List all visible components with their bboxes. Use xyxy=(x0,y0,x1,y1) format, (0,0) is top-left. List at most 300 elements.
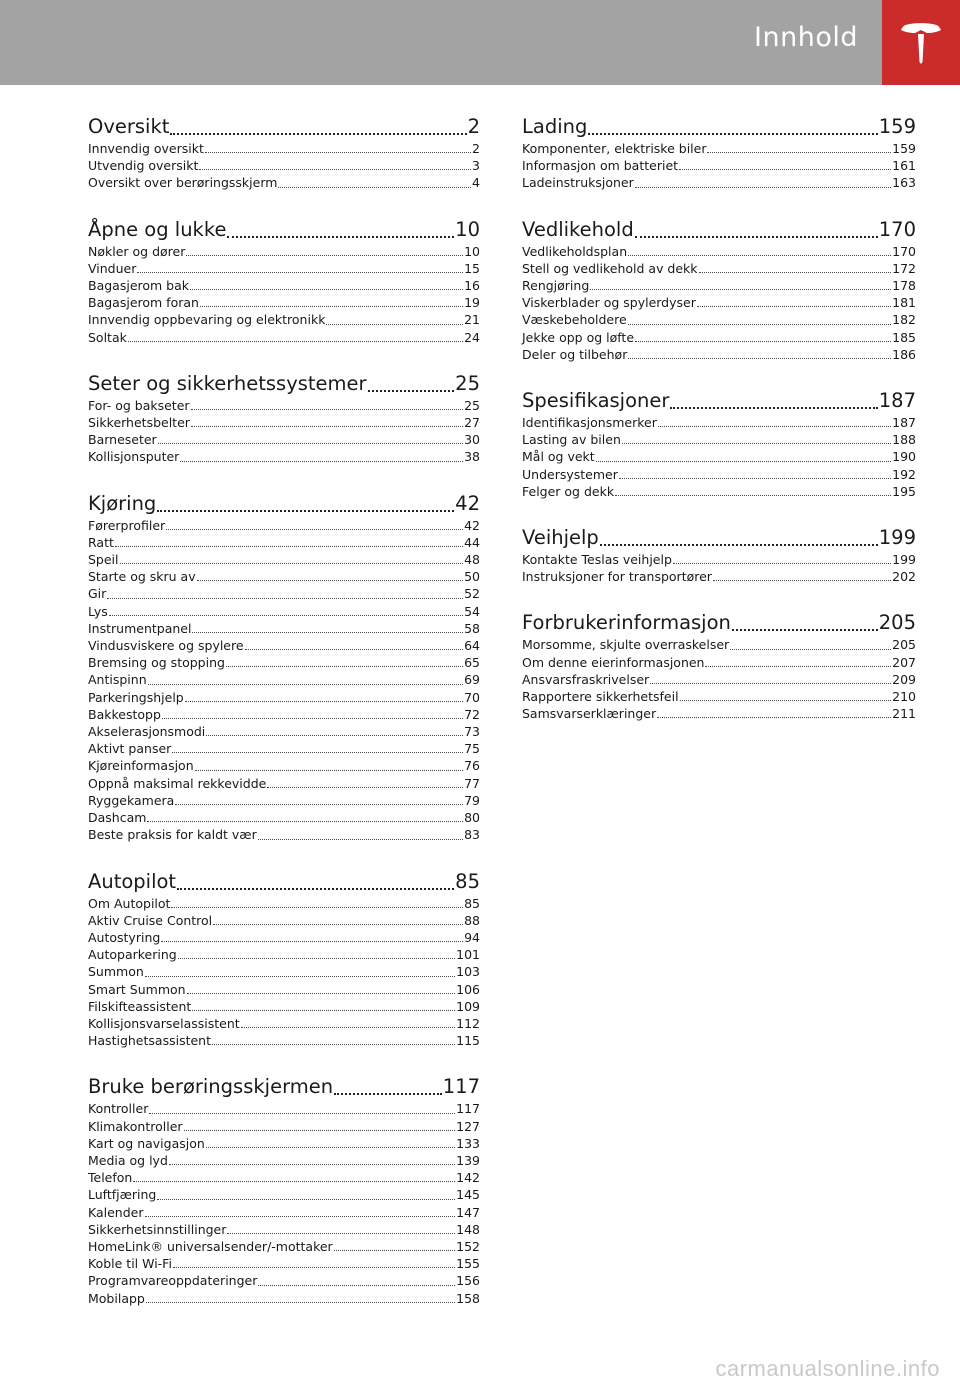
dot-leader xyxy=(590,289,891,290)
dot-leader xyxy=(107,598,463,599)
toc-entry[interactable] xyxy=(522,654,916,671)
dot-leader xyxy=(171,907,463,908)
dot-leader xyxy=(622,443,891,444)
toc-entry[interactable] xyxy=(88,689,480,706)
dot-leader xyxy=(133,1181,455,1182)
entry-label: Instrumentpanel xyxy=(88,620,192,636)
entry-page-number: 103 xyxy=(456,964,480,980)
dot-leader xyxy=(146,1302,455,1303)
dot-leader xyxy=(157,1199,455,1200)
toc-entry[interactable] xyxy=(522,551,916,568)
toc-entry[interactable] xyxy=(88,329,480,346)
page-title: Innhold xyxy=(754,22,858,53)
dot-leader xyxy=(200,306,463,307)
toc-entry[interactable] xyxy=(88,1290,480,1307)
dot-leader xyxy=(732,629,878,631)
section-title-label: Spesifikasjoner xyxy=(522,389,670,413)
dot-leader xyxy=(190,289,463,290)
entry-page-number: 188 xyxy=(892,432,916,448)
toc-entry[interactable] xyxy=(88,1255,480,1272)
section-page-number: 205 xyxy=(878,611,916,635)
entry-label: Luftfjæring xyxy=(88,1187,157,1203)
toc-entry[interactable] xyxy=(88,568,480,585)
toc-entry[interactable] xyxy=(88,1238,480,1255)
toc-entry[interactable] xyxy=(522,311,916,328)
entry-page-number: 172 xyxy=(892,260,916,276)
toc-entry[interactable] xyxy=(522,329,916,346)
dot-leader xyxy=(227,236,454,238)
page-header xyxy=(0,0,960,85)
dot-leader xyxy=(213,924,463,925)
entry-label: Klimakontroller xyxy=(88,1118,183,1134)
dot-leader xyxy=(615,495,891,496)
entry-page-number: 15 xyxy=(464,260,480,276)
entry-label: Bagasjerom foran xyxy=(88,295,199,311)
toc-section-title[interactable] xyxy=(88,371,480,397)
entry-label: Filskifteassistent xyxy=(88,998,192,1014)
entry-label: Kontakte Teslas veihjelp xyxy=(522,552,672,568)
entry-label: Bremsing og stopping xyxy=(88,655,225,671)
entry-label: Rapportere sikkerhetsfeil xyxy=(522,689,679,705)
entry-label: Mål og vekt xyxy=(522,449,595,465)
entry-label: Bakkestopp xyxy=(88,706,161,722)
entry-page-number: 69 xyxy=(464,672,480,688)
toc-entry[interactable] xyxy=(88,826,480,843)
entry-label: Autostyring xyxy=(88,929,161,945)
entry-label: Summon xyxy=(88,964,144,980)
entry-label: HomeLink® universalsender/-mottaker xyxy=(88,1238,333,1254)
entry-label: Barneseter xyxy=(88,432,157,448)
toc-section-title[interactable] xyxy=(522,525,916,551)
entry-label: Rengjøring xyxy=(522,278,590,294)
entry-label: Førerprofiler xyxy=(88,517,166,533)
dot-leader xyxy=(158,443,463,444)
dot-leader xyxy=(628,358,891,359)
dot-leader xyxy=(679,169,891,170)
toc-entry[interactable] xyxy=(88,1135,480,1152)
toc-entry[interactable] xyxy=(522,636,916,653)
entry-page-number: 142 xyxy=(456,1170,480,1186)
toc-section-title[interactable] xyxy=(522,217,916,243)
entry-page-number: 210 xyxy=(892,689,916,705)
toc-entry[interactable] xyxy=(88,140,480,157)
entry-page-number: 139 xyxy=(456,1152,480,1168)
dot-leader xyxy=(170,133,466,135)
dot-leader xyxy=(650,683,891,684)
toc-entry[interactable] xyxy=(88,946,480,963)
entry-page-number: 48 xyxy=(464,552,480,568)
section-page-number: 117 xyxy=(442,1075,480,1099)
toc-entry[interactable] xyxy=(522,671,916,688)
dot-leader xyxy=(187,993,456,994)
section-title-label: Kjøring xyxy=(88,491,157,515)
entry-label: Kalender xyxy=(88,1204,144,1220)
toc-entry[interactable] xyxy=(88,809,480,826)
entry-label: Oversikt over berøringsskjerm xyxy=(88,175,278,191)
toc-entry[interactable] xyxy=(88,243,480,260)
entry-page-number: 181 xyxy=(892,295,916,311)
entry-page-number: 2 xyxy=(472,141,480,156)
dot-leader xyxy=(197,580,463,581)
toc-entry[interactable] xyxy=(88,157,480,174)
entry-label: Væskebeholdere xyxy=(522,312,627,328)
toc-entry[interactable] xyxy=(88,912,480,929)
toc-entry[interactable] xyxy=(88,551,480,568)
dot-leader xyxy=(730,649,891,650)
toc-section xyxy=(88,114,480,192)
toc-entry[interactable] xyxy=(88,792,480,809)
section-page-number: 25 xyxy=(455,371,480,395)
toc-entry[interactable] xyxy=(88,534,480,551)
toc-left-column xyxy=(88,114,480,1332)
toc-entry[interactable] xyxy=(88,311,480,328)
toc-entry[interactable] xyxy=(88,1032,480,1049)
dot-leader xyxy=(205,152,471,153)
entry-page-number: 3 xyxy=(472,158,480,174)
entry-page-number: 209 xyxy=(892,671,916,687)
toc-entry[interactable] xyxy=(88,706,480,723)
entry-page-number: 112 xyxy=(456,1015,480,1031)
entry-label: Antispinn xyxy=(88,672,147,688)
entry-page-number: 80 xyxy=(464,810,480,826)
section-title-label: Autopilot xyxy=(88,869,177,893)
watermark: carmanualsonline.info xyxy=(715,1356,940,1381)
section-page-number: 10 xyxy=(455,217,480,241)
toc-right-column xyxy=(522,114,916,747)
entry-label: Autoparkering xyxy=(88,947,177,963)
entry-label: Komponenter, elektriske biler xyxy=(522,141,707,156)
entry-page-number: 75 xyxy=(464,741,480,757)
toc-entry[interactable] xyxy=(522,431,916,448)
entry-page-number: 148 xyxy=(456,1221,480,1237)
toc-entry[interactable] xyxy=(522,174,916,191)
toc-section xyxy=(88,869,480,1050)
toc-entry[interactable] xyxy=(522,705,916,722)
dot-leader xyxy=(137,272,463,273)
toc-entry[interactable] xyxy=(522,243,916,260)
toc-section-title[interactable] xyxy=(522,610,916,636)
entry-page-number: 16 xyxy=(464,278,480,294)
dot-leader xyxy=(173,1267,455,1268)
dot-leader xyxy=(120,563,464,564)
dot-leader xyxy=(191,426,463,427)
entry-label: Aktivt panser xyxy=(88,741,172,757)
entry-page-number: 50 xyxy=(464,569,480,585)
dot-leader xyxy=(326,324,463,325)
toc-entry[interactable] xyxy=(88,603,480,620)
toc-entry[interactable] xyxy=(88,397,480,414)
entry-page-number: 76 xyxy=(464,758,480,774)
toc-entry[interactable] xyxy=(522,568,916,585)
entry-page-number: 94 xyxy=(464,929,480,945)
dot-leader xyxy=(680,700,892,701)
toc-entry[interactable] xyxy=(88,414,480,431)
toc-entry[interactable] xyxy=(88,1204,480,1221)
toc-section-title[interactable] xyxy=(88,1074,480,1100)
entry-label: Stell og vedlikehold av dekk xyxy=(522,260,698,276)
dot-leader xyxy=(670,407,877,409)
toc-section xyxy=(88,371,480,466)
toc-entry[interactable] xyxy=(88,981,480,998)
toc-entry[interactable] xyxy=(88,448,480,465)
dot-leader xyxy=(157,510,454,512)
toc-entry[interactable] xyxy=(88,998,480,1015)
entry-label: Lys xyxy=(88,603,108,619)
dot-leader xyxy=(657,717,891,718)
toc-section xyxy=(88,1074,480,1306)
entry-label: Om Autopilot xyxy=(88,895,171,911)
dot-leader xyxy=(596,461,891,462)
dot-leader xyxy=(245,649,464,650)
toc-entry[interactable] xyxy=(88,620,480,637)
toc-section-title[interactable] xyxy=(88,114,480,140)
toc-entry[interactable] xyxy=(88,1186,480,1203)
dot-leader xyxy=(588,133,877,135)
toc-entry[interactable] xyxy=(88,929,480,946)
entry-page-number: 54 xyxy=(464,603,480,619)
toc-entry[interactable] xyxy=(88,895,480,912)
dot-leader xyxy=(258,839,463,840)
toc-entry[interactable] xyxy=(88,1221,480,1238)
entry-page-number: 156 xyxy=(456,1273,480,1289)
dot-leader xyxy=(334,1093,442,1095)
dot-leader xyxy=(172,752,463,753)
entry-label: Ratt xyxy=(88,534,114,550)
entry-page-number: 192 xyxy=(892,466,916,482)
entry-page-number: 4 xyxy=(472,175,480,191)
entry-label: Undersystemer xyxy=(522,466,618,482)
entry-label: Lasting av bilen xyxy=(522,432,621,448)
tesla-logo-box xyxy=(882,0,960,85)
entry-label: Mobilapp xyxy=(88,1290,145,1306)
entry-page-number: 52 xyxy=(464,586,480,602)
toc-section-title[interactable] xyxy=(522,114,916,140)
toc-entry[interactable] xyxy=(88,277,480,294)
entry-label: Telefon xyxy=(88,1170,133,1186)
dot-leader xyxy=(199,169,471,170)
entry-page-number: 163 xyxy=(892,175,916,191)
entry-page-number: 186 xyxy=(892,346,916,362)
entry-page-number: 73 xyxy=(464,724,480,740)
toc-entry[interactable] xyxy=(88,740,480,757)
dot-leader xyxy=(186,255,463,256)
toc-entry[interactable] xyxy=(522,483,916,500)
dot-leader xyxy=(713,580,891,581)
toc-entry[interactable] xyxy=(522,346,916,363)
entry-page-number: 170 xyxy=(892,243,916,259)
entry-page-number: 115 xyxy=(456,1033,480,1049)
entry-label: Aktiv Cruise Control xyxy=(88,912,213,928)
dot-leader xyxy=(175,804,463,805)
entry-label: Felger og dekk xyxy=(522,483,615,499)
entry-page-number: 77 xyxy=(464,775,480,791)
entry-page-number: 27 xyxy=(464,415,480,431)
entry-label: Viskerblader og spylerdyser xyxy=(522,295,696,311)
section-title-label: Lading xyxy=(522,115,588,138)
dot-leader xyxy=(149,1113,455,1114)
toc-section-title[interactable] xyxy=(522,388,916,414)
entry-label: Sikkerhetsinnstillinger xyxy=(88,1221,227,1237)
entry-page-number: 79 xyxy=(464,792,480,808)
toc-section xyxy=(88,491,480,844)
toc-entry[interactable] xyxy=(88,1015,480,1032)
entry-label: Vedlikeholdsplan xyxy=(522,243,628,259)
toc-entry[interactable] xyxy=(522,466,916,483)
section-title-label: Bruke berøringsskjermen xyxy=(88,1075,334,1099)
entry-page-number: 10 xyxy=(464,243,480,259)
entry-label: Jekke opp og løfte xyxy=(522,329,635,345)
dot-leader xyxy=(115,546,463,547)
entry-label: Speil xyxy=(88,552,119,568)
dot-leader xyxy=(109,615,463,616)
entry-page-number: 19 xyxy=(464,295,480,311)
entry-page-number: 211 xyxy=(892,706,916,722)
entry-label: Soltak xyxy=(88,329,127,345)
dot-leader xyxy=(128,341,463,342)
entry-page-number: 182 xyxy=(892,312,916,328)
toc-entry[interactable] xyxy=(88,723,480,740)
toc-section xyxy=(522,525,916,585)
toc-entry[interactable] xyxy=(88,775,480,792)
section-page-number: 199 xyxy=(878,526,916,550)
toc-entry[interactable] xyxy=(88,1118,480,1135)
toc-section-title[interactable] xyxy=(88,217,480,243)
toc-section xyxy=(522,217,916,363)
dot-leader xyxy=(192,632,463,633)
entry-label: For- og bakseter xyxy=(88,397,190,413)
toc-entry[interactable] xyxy=(88,1272,480,1289)
dot-leader xyxy=(145,1216,456,1217)
dot-leader xyxy=(705,666,891,667)
toc-entry[interactable] xyxy=(88,517,480,534)
entry-page-number: 65 xyxy=(464,655,480,671)
entry-page-number: 147 xyxy=(456,1204,480,1220)
entry-page-number: 58 xyxy=(464,620,480,636)
entry-page-number: 127 xyxy=(456,1118,480,1134)
entry-label: Vindusviskere og spylere xyxy=(88,638,244,654)
dot-leader xyxy=(278,187,471,188)
dot-leader xyxy=(635,187,891,188)
entry-label: Dashcam xyxy=(88,810,147,826)
entry-label: Morsomme, skjulte overraskelser xyxy=(522,637,730,653)
dot-leader xyxy=(241,1027,455,1028)
entry-page-number: 207 xyxy=(892,654,916,670)
toc-entry[interactable] xyxy=(88,1152,480,1169)
toc-entry[interactable] xyxy=(522,688,916,705)
toc-entry[interactable] xyxy=(88,585,480,602)
dot-leader xyxy=(258,1285,455,1286)
dot-leader xyxy=(185,701,463,702)
entry-page-number: 178 xyxy=(892,278,916,294)
section-title-label: Åpne og lukke xyxy=(88,217,227,241)
toc-entry[interactable] xyxy=(522,294,916,311)
toc-section xyxy=(522,388,916,500)
entry-label: Parkeringshjelp xyxy=(88,689,184,705)
dot-leader xyxy=(166,529,463,530)
entry-label: Starte og skru av xyxy=(88,569,196,585)
toc-entry[interactable] xyxy=(522,260,916,277)
section-title-label: Forbrukerinformasjon xyxy=(522,611,731,635)
entry-page-number: 25 xyxy=(464,397,480,413)
toc-entry[interactable] xyxy=(88,260,480,277)
entry-page-number: 195 xyxy=(892,483,916,499)
toc-entry[interactable] xyxy=(522,277,916,294)
entry-label: Vinduer xyxy=(88,260,137,276)
section-page-number: 170 xyxy=(878,217,916,241)
toc-entry[interactable] xyxy=(88,1100,480,1117)
dot-leader xyxy=(267,787,463,788)
entry-page-number: 185 xyxy=(892,329,916,345)
dot-leader xyxy=(162,718,463,719)
entry-page-number: 88 xyxy=(464,912,480,928)
entry-label: Nøkler og dører xyxy=(88,243,186,259)
toc-entry[interactable] xyxy=(522,140,916,157)
toc-entry[interactable] xyxy=(88,963,480,980)
dot-leader xyxy=(180,461,463,462)
entry-label: Kollisjonsvarselassistent xyxy=(88,1015,240,1031)
entry-label: Utvendig oversikt xyxy=(88,158,199,174)
entry-label: Oppnå maksimal rekkevidde xyxy=(88,775,267,791)
dot-leader xyxy=(600,544,878,546)
section-page-number: 42 xyxy=(455,491,480,515)
toc-entry[interactable] xyxy=(88,637,480,654)
toc-entry[interactable] xyxy=(88,174,480,191)
entry-label: Innvendig oversikt xyxy=(88,141,204,156)
toc-entry[interactable] xyxy=(88,431,480,448)
dot-leader xyxy=(192,1010,455,1011)
dot-leader xyxy=(206,735,463,736)
entry-label: Akselerasjonsmodi xyxy=(88,724,206,740)
entry-label: Ansvarsfraskrivelser xyxy=(522,671,650,687)
entry-page-number: 117 xyxy=(456,1101,480,1117)
entry-label: Bagasjerom bak xyxy=(88,278,190,294)
toc-entry[interactable] xyxy=(88,671,480,688)
toc-section xyxy=(88,217,480,346)
toc-section-title[interactable] xyxy=(88,491,480,517)
entry-page-number: 133 xyxy=(456,1135,480,1151)
toc-entry[interactable] xyxy=(522,448,916,465)
entry-page-number: 202 xyxy=(892,569,916,585)
entry-label: Media og lyd xyxy=(88,1152,168,1168)
dot-leader xyxy=(227,1233,455,1234)
toc-entry[interactable] xyxy=(88,1169,480,1186)
entry-page-number: 155 xyxy=(456,1256,480,1272)
entry-label: Gir xyxy=(88,586,107,602)
dot-leader xyxy=(191,409,464,410)
dot-leader xyxy=(697,306,891,307)
dot-leader xyxy=(368,390,455,392)
entry-label: Koble til Wi-Fi xyxy=(88,1256,172,1272)
entry-label: Informasjon om batteriet xyxy=(522,158,679,174)
toc-entry[interactable] xyxy=(522,414,916,431)
toc-section-title[interactable] xyxy=(88,869,480,895)
section-title-label: Oversikt xyxy=(88,115,170,138)
toc-entry[interactable] xyxy=(88,294,480,311)
toc-entry[interactable] xyxy=(88,654,480,671)
dot-leader xyxy=(635,236,878,238)
toc-entry[interactable] xyxy=(522,157,916,174)
dot-leader xyxy=(177,888,454,890)
toc-entry[interactable] xyxy=(88,757,480,774)
entry-page-number: 159 xyxy=(892,141,916,156)
section-title-label: Vedlikehold xyxy=(522,217,634,241)
dot-leader xyxy=(206,1147,455,1148)
dot-leader xyxy=(184,1130,456,1131)
dot-leader xyxy=(673,563,891,564)
dot-leader xyxy=(658,426,891,427)
entry-label: Instruksjoner for transportører xyxy=(522,569,712,585)
entry-label: Hastighetsassistent xyxy=(88,1033,211,1049)
